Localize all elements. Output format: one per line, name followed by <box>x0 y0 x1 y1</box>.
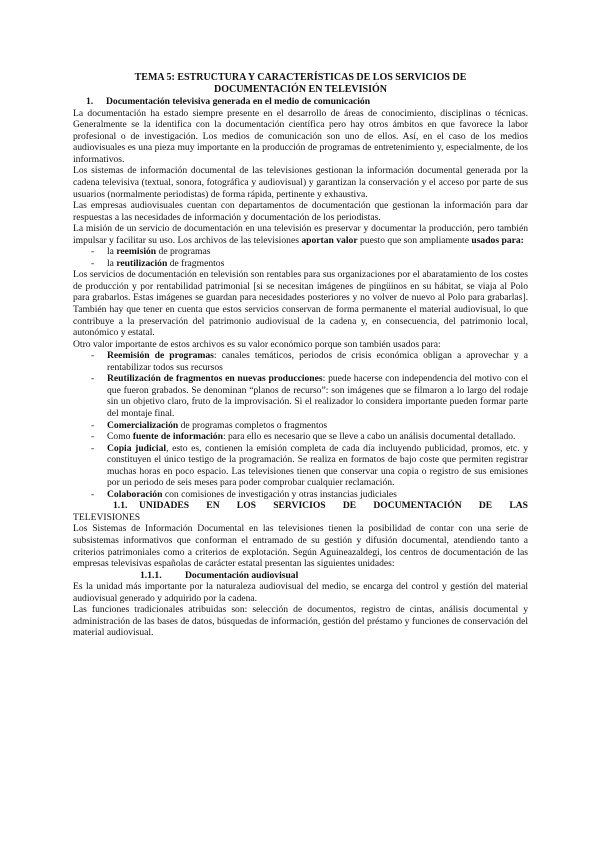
list-item <box>73 443 528 489</box>
item-post: de programas <box>156 246 211 258</box>
item-post: con comisiones de investigación y otras instancias judiciales <box>162 488 397 500</box>
item-bold: Comercialización <box>107 419 179 431</box>
section-number: 1.1.1. <box>140 569 162 581</box>
para4-text-a: La misión de un servicio de documentación en una televisión es preservar y documentar la producción, pero también impulsar y facilitar su uso. Los archivos de las televisiones <box>73 223 528 246</box>
section-number: 1.1. <box>113 500 128 512</box>
section-1-heading <box>73 96 528 108</box>
document-title <box>73 72 528 95</box>
item-pre: la <box>107 246 117 258</box>
section-title: Documentación televisiva generada en el medio de comunicación <box>106 96 371 108</box>
title-line-2: DOCUMENTACIÓN EN TELEVISIÓN <box>214 83 387 95</box>
dash-bullet: - <box>91 442 95 454</box>
item-bold: Colaboración <box>107 488 163 500</box>
item-post: , esto es, contienen la emisión completa de cada día incluyendo publicidad, promos, etc. y constituyen el único testigo de la programación. Se realiza en formatos de bajo coste que permiten registrar muchas horas en poco espacio. Las televisiones tienen que conservar una copia o registro de sus emisiones por un periodo de seis meses para poder comprobar cualquier reclamación. <box>107 442 528 489</box>
list-item <box>73 258 528 270</box>
section-number: 1. <box>86 96 94 108</box>
item-pre: Como <box>107 431 133 443</box>
uses-list <box>73 246 528 269</box>
paragraph-5: Los servicios de documentación en televisión son rentables para sus organizaciones por el abaratamiento de los costes de producción y por rentabilidad patrimonial [si se necesitan imágenes de pingüinos en su hábitat, se viaja al Polo para grabarlos. Estas imágenes se guardan para necesidades posteriores y no volver de nuevo al Polo para grabarlas]. También hay que tener en cuenta que estos servicios conservan de forma permanente el material audiovisual, lo que contribuye a la preservación del patrimonio audiovisual de la cadena y, en consecuencia, del patrimonio local, autonómico y estatal. <box>73 269 528 339</box>
section-title: Documentación audiovisual <box>185 569 299 581</box>
item-bold: reemisión <box>116 246 157 258</box>
paragraph-2: Los sistemas de información documental de las televisiones gestionan la información documental generada por la cadena televisiva (textual, sonora, fotográfica y audiovisual) y garantizan la conservación y el acceso por parte de sus usuarios (normalmente periodistas) de forma rápida, pertinente y exhaustiva. <box>73 165 528 200</box>
section-1-1-heading <box>73 500 528 523</box>
para4-bold-b: usados para: <box>471 234 524 246</box>
dash-bullet: - <box>91 373 95 385</box>
dash-bullet: - <box>91 350 95 362</box>
paragraph-4 <box>73 223 528 246</box>
paragraph-7: Los Sistemas de Información Documental en las televisiones tienen la posibilidad de contar con una serie de subsistemas informativos que conforman el entramado de su gestión y difusión documental, atendiendo tanto a criterios patrimoniales como a criterios de explotación. Según Aguineazaldegi, los centros de documentación de las empresas televisivas españolas de carácter estatal presentan las siguientes unidades: <box>73 523 528 570</box>
item-post: : para ello es necesario que se lleve a cabo un análisis documental detallado. <box>222 431 516 443</box>
item-post: de fragmentos <box>167 257 225 269</box>
item-bold: reutilización <box>116 257 168 269</box>
item-bold: Copia judicial <box>107 442 167 454</box>
paragraph-8: Es la unidad más importante por la naturaleza audiovisual del medio, se encarga del control y gestión del material audiovisual generado y adquirido por la cadena. <box>73 581 528 604</box>
section-1-1-1-heading <box>73 570 528 582</box>
section-title-line-1: UNIDADES EN LOS SERVICIOS DE DOCUMENTACIÓN DE LAS <box>139 500 528 512</box>
list-item <box>73 373 528 419</box>
paragraph-9: Las funciones tradicionales atribuidas son: selección de documentos, registro de cintas, análisis documental y administración de las bases de datos, búsquedas de información, gestión del préstamo y funciones de conservación del material audiovisual. <box>73 604 528 639</box>
document-page <box>73 72 528 639</box>
list-item <box>73 246 528 258</box>
para4-bold-a: aportan valor <box>301 234 358 246</box>
dash-bullet: - <box>91 419 95 431</box>
item-post: : canales temáticos, periodos de crisis económica obligan a aprovechar y a rentabilizar todos sus recursos <box>107 350 528 373</box>
item-bold: fuente de información <box>132 431 223 443</box>
item-post: de programas completos o fragmentos <box>178 419 328 431</box>
list-item <box>73 431 528 443</box>
list-item <box>73 489 528 501</box>
paragraph-3: Las empresas audiovisuales cuentan con departamentos de documentación que gestionan la información para dar respuestas a las necesidades de información y documentación de los periodistas. <box>73 200 528 223</box>
section-title-line-2: TELEVISIONES <box>73 511 141 523</box>
item-pre: la <box>107 257 117 269</box>
dash-bullet: - <box>91 488 95 500</box>
paragraph-1: La documentación ha estado siempre presente en el desarrollo de áreas de conocimiento, disciplinas o técnicas. Generalmente se la identifica con la documentación científica pero hay otros ámbitos en que favorece la labor profesional o de investigación. Los medios de comunicación son uno de ellos. Así, en el caso de los medios audiovisuales es una pieza muy importante en la producción de programas de entretenimiento y, especialmente, de los informativos. <box>73 107 528 165</box>
dash-bullet: - <box>91 246 95 258</box>
list-item <box>73 420 528 432</box>
item-bold: Reutilización de fragmentos en nuevas producciones <box>107 373 323 385</box>
list-item <box>73 350 528 373</box>
para4-text-b: puesto que son ampliamente <box>357 234 472 246</box>
item-bold: Reemisión de programas <box>107 350 214 362</box>
dash-bullet: - <box>91 431 95 443</box>
value-list <box>73 350 528 500</box>
paragraph-6: Otro valor importante de estos archivos es su valor económico porque son también usados para: <box>73 338 441 350</box>
dash-bullet: - <box>91 257 95 269</box>
item-post: : puede hacerse con independencia del motivo con el que fueron grabados. Se denominan “planos de recurso”: son imágenes que se filmaron a lo largo del rodaje sin un objetivo claro, fruto de la improvisación. Si el realizador lo considera importante pueden formar parte del montaje final. <box>107 373 529 419</box>
title-line-1: TEMA 5: ESTRUCTURA Y CARACTERÍSTICAS DE LOS SERVICIOS DE <box>134 72 467 83</box>
